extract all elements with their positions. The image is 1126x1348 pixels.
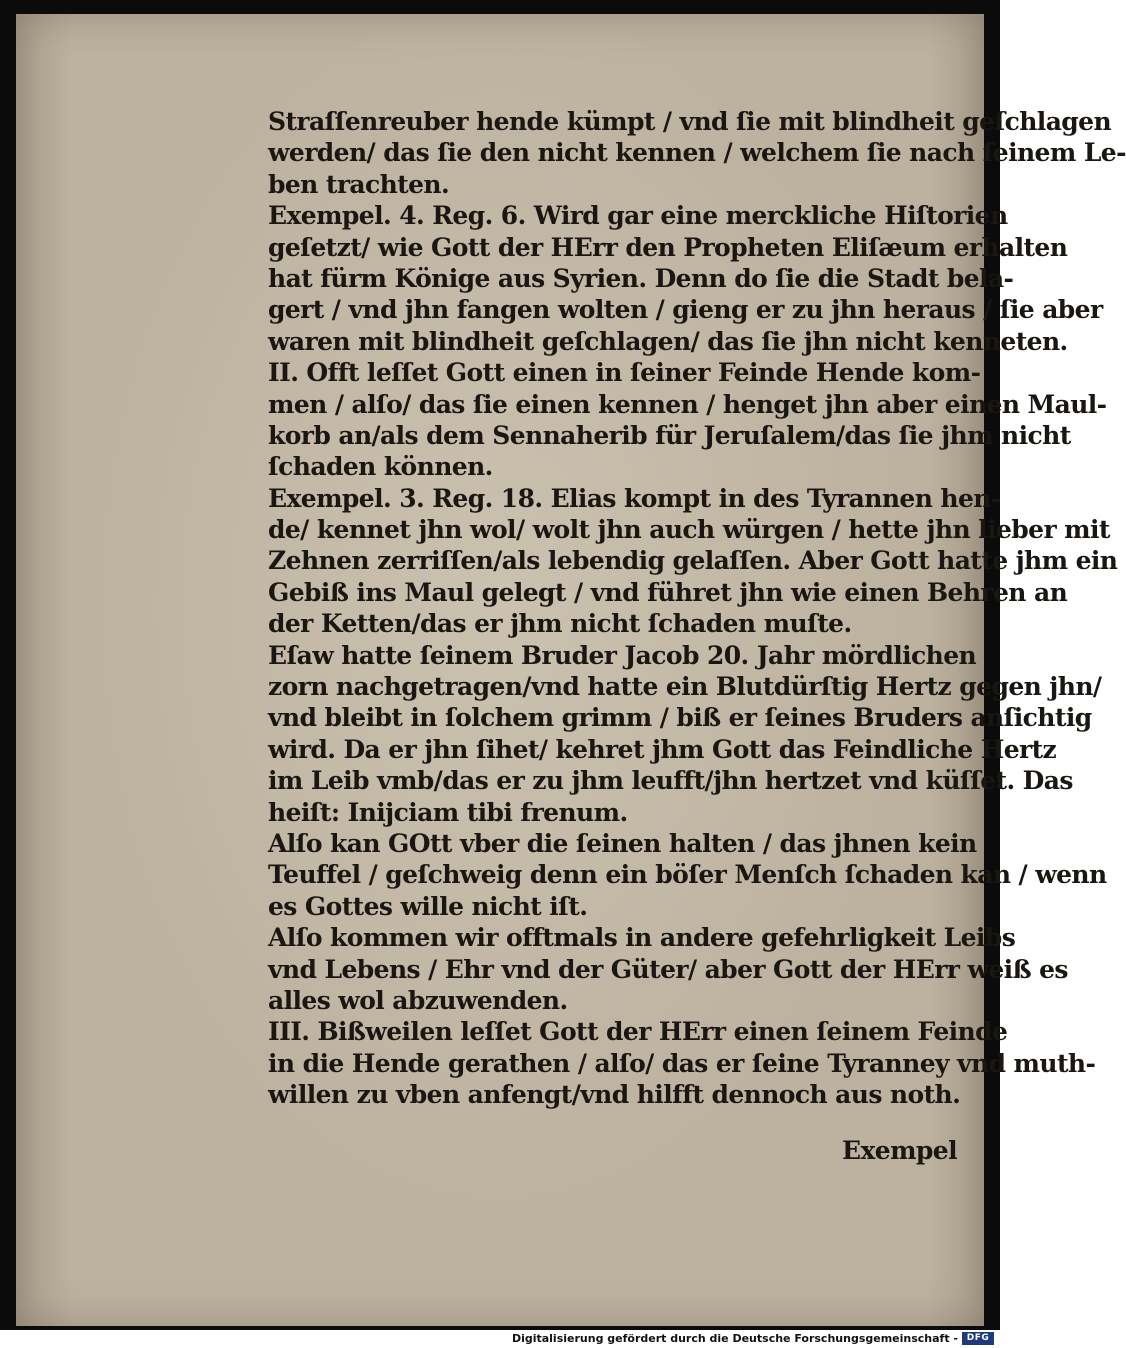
footer-credit: Digitalisierung gefördert durch die Deutsche Forschungsgemeinschaft - bbox=[511, 1332, 958, 1345]
text-line: waren mit blindheit geſchlagen/ das ſie jhn nicht kenneten. bbox=[268, 326, 1068, 356]
text-line: II. Offt leſſet Gott einen in ſeiner Feinde Hende kom- bbox=[268, 358, 981, 388]
text-line: Zehnen zerriſſen/als lebendig gelaſſen. Aber Gott hatte jhm ein bbox=[268, 546, 1118, 576]
page-text bbox=[268, 106, 1126, 1111]
text-line: Exempel. 4. Reg. 6. Wird gar eine merckliche Hiſtorien bbox=[268, 201, 1008, 231]
text-line: ben trachten. bbox=[268, 169, 450, 199]
text-line: korb an/als dem Sennaherib für Jeruſalem/das ſie jhm nicht bbox=[268, 420, 1071, 450]
text-line: wird. Da er jhn ſihet/ kehret jhm Gott das Feindliche Hertz bbox=[268, 734, 1057, 764]
text-line: Eſaw hatte ſeinem Bruder Jacob 20. Jahr mördlichen bbox=[268, 640, 977, 670]
text-line: in die Hende gerathen / alſo/ das er ſeine Tyranney vnd muth- bbox=[268, 1048, 1096, 1078]
text-line: hat fürm Könige aus Syrien. Denn do ſie die Stadt bela- bbox=[268, 263, 1014, 293]
text-line: men / alſo/ das ſie einen kennen / henget jhn aber einen Maul- bbox=[268, 389, 1107, 419]
book-page bbox=[16, 14, 1126, 1326]
text-line: zorn nachgetragen/vnd hatte ein Blutdürſtig Hertz gegen jhn/ bbox=[268, 672, 1102, 702]
text-line: Gebiß ins Maul gelegt / vnd führet jhn wie einen Behren an bbox=[268, 577, 1068, 607]
catchword: Exempel bbox=[842, 1136, 958, 1165]
text-line: willen zu vben anfengt/vnd hilfft dennoch aus noth. bbox=[268, 1080, 961, 1110]
text-line: werden/ das ſie den nicht kennen / welchem ſie nach ſeinem Le- bbox=[268, 138, 1126, 168]
text-line: gert / vnd jhn fangen wolten / gieng er zu jhn heraus / ſie aber bbox=[268, 295, 1103, 325]
text-line: Teuffel / geſchweig denn ein böſer Menſch ſchaden kan / wenn bbox=[268, 860, 1107, 890]
text-line: III. Bißweilen leſſet Gott der HErr einen ſeinem Feinde bbox=[268, 1017, 1008, 1047]
text-line: de/ kennet jhn wol/ wolt jhn auch würgen / hette jhn lieber mit bbox=[268, 515, 1110, 545]
text-line: Exempel. 3. Reg. 18. Elias kompt in des Tyrannen hen- bbox=[268, 483, 1001, 513]
text-line: vnd bleibt in ſolchem grimm / biß er ſeines Bruders anſichtig bbox=[268, 703, 1092, 733]
text-line: es Gottes wille nicht iſt. bbox=[268, 891, 588, 921]
text-line: vnd Lebens / Ehr vnd der Güter/ aber Gott der HErr weiß es bbox=[268, 954, 1068, 984]
digitization-footer bbox=[0, 1330, 1000, 1348]
text-line: der Ketten/das er jhm nicht ſchaden muſte. bbox=[268, 609, 852, 639]
text-line: im Leib vmb/das er zu jhm leufft/jhn hertzet vnd küſſet. Das bbox=[268, 766, 1073, 796]
text-line: geſetzt/ wie Gott der HErr den Propheten Eliſæum erhalten bbox=[268, 232, 1068, 262]
dfg-logo: DFG bbox=[962, 1332, 994, 1345]
text-line: Alſo kan GOtt vber die ſeinen halten / das jhnen kein bbox=[268, 828, 977, 858]
text-line: ſchaden können. bbox=[268, 452, 493, 482]
text-line: heiſt: Inijciam tibi frenum. bbox=[268, 797, 628, 827]
text-line: Alſo kommen wir offtmals in andere gefehrligkeit Leibs bbox=[268, 923, 1016, 953]
text-line: Straſſenreuber hende kümpt / vnd ſie mit blindheit geſchlagen bbox=[268, 107, 1112, 136]
text-line: alles wol abzuwenden. bbox=[268, 985, 568, 1015]
